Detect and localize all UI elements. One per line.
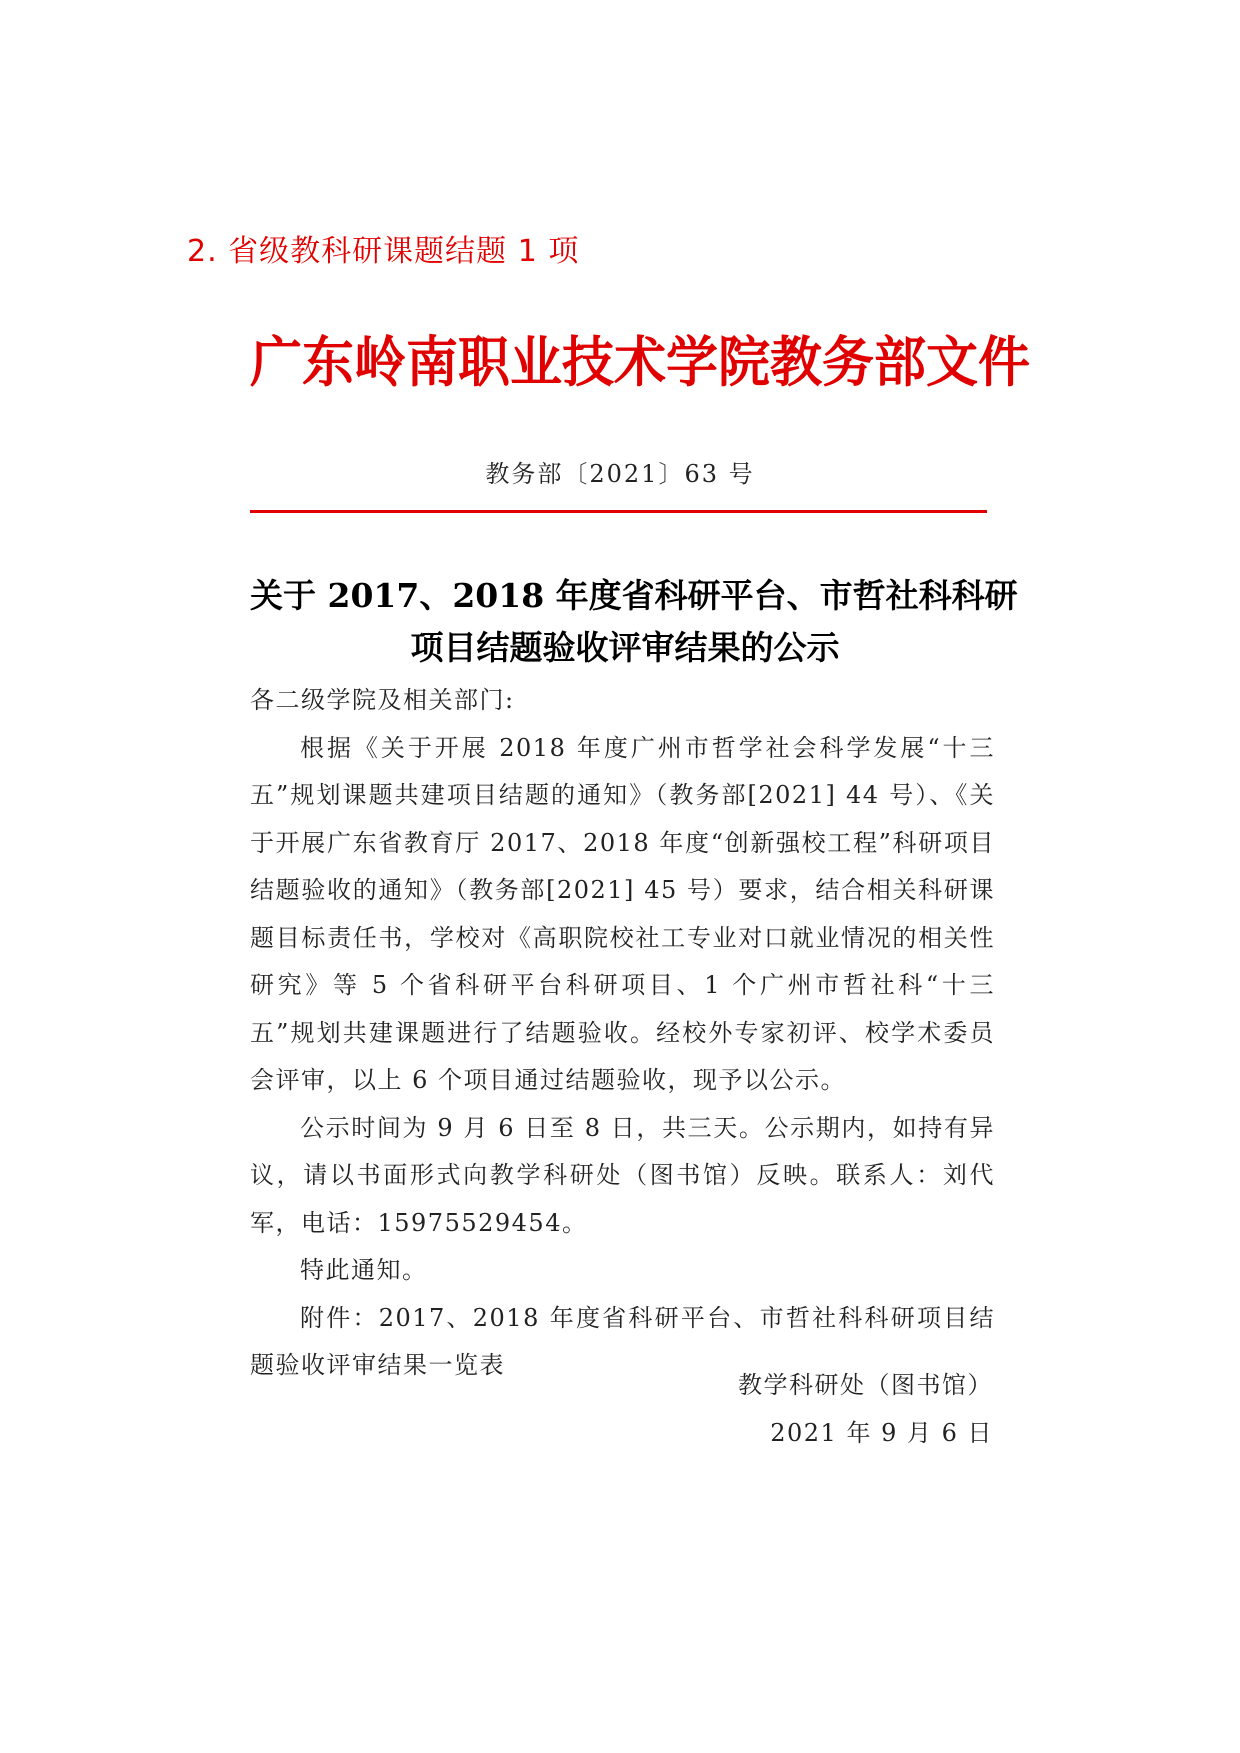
section-heading: 2. 省级教科研课题结题 1 项	[187, 234, 580, 269]
attachment-note: 附件：2017、2018 年度省科研平台、市哲社科科研项目结题验收评审结果一览表	[250, 1303, 995, 1379]
salutation: 各二级学院及相关部门:	[250, 686, 515, 714]
notice-body	[250, 677, 995, 1390]
signature-block	[738, 1362, 993, 1457]
document-header-title: 广东岭南职业技术学院教务部文件	[250, 330, 1031, 395]
notice-title-line-2: 项目结题验收评审结果的公示	[410, 628, 840, 667]
signature-date: 2021 年 9 月 6 日	[770, 1418, 993, 1447]
signature-organization: 教学科研处（图书馆）	[738, 1371, 993, 1399]
notice-title	[250, 570, 1018, 674]
notice-title-line-1: 关于 2017、2018 年度省科研平台、市哲社科科研	[250, 576, 1018, 615]
header-divider	[250, 510, 987, 513]
body-paragraph: 特此通知。	[300, 1256, 428, 1284]
body-paragraph: 公示时间为 9 月 6 日至 8 日，共三天。公示期内，如持有异议，请以书面形式向教学科研处（图书馆）反映。联系人：刘代军，电话：15975529454。	[250, 1113, 995, 1237]
body-paragraph: 根据《关于开展 2018 年度广州市哲学社会科学发展“十三五”规划课题共建项目结题的通知》（教务部[2021] 44 号）、《关于开展广东省教育厅 2017、2018 年度“创新强校工程”科研项目结题验收的通知》（教务部[2021] 45 号）要求，结合相关科研课题目标责任书，学校对《高职院校社工专业对口就业情况的相关性研究》等 5 个省科研平台科研项目、1 个广州市哲社科“十三五”规划共建课题进行了结题验收。经校外专家初评、校学术委员会评审，以上 6 个项目通过结题验收，现予以公示。	[250, 733, 995, 1094]
document-number: 教务部〔2021〕63 号	[485, 460, 755, 488]
